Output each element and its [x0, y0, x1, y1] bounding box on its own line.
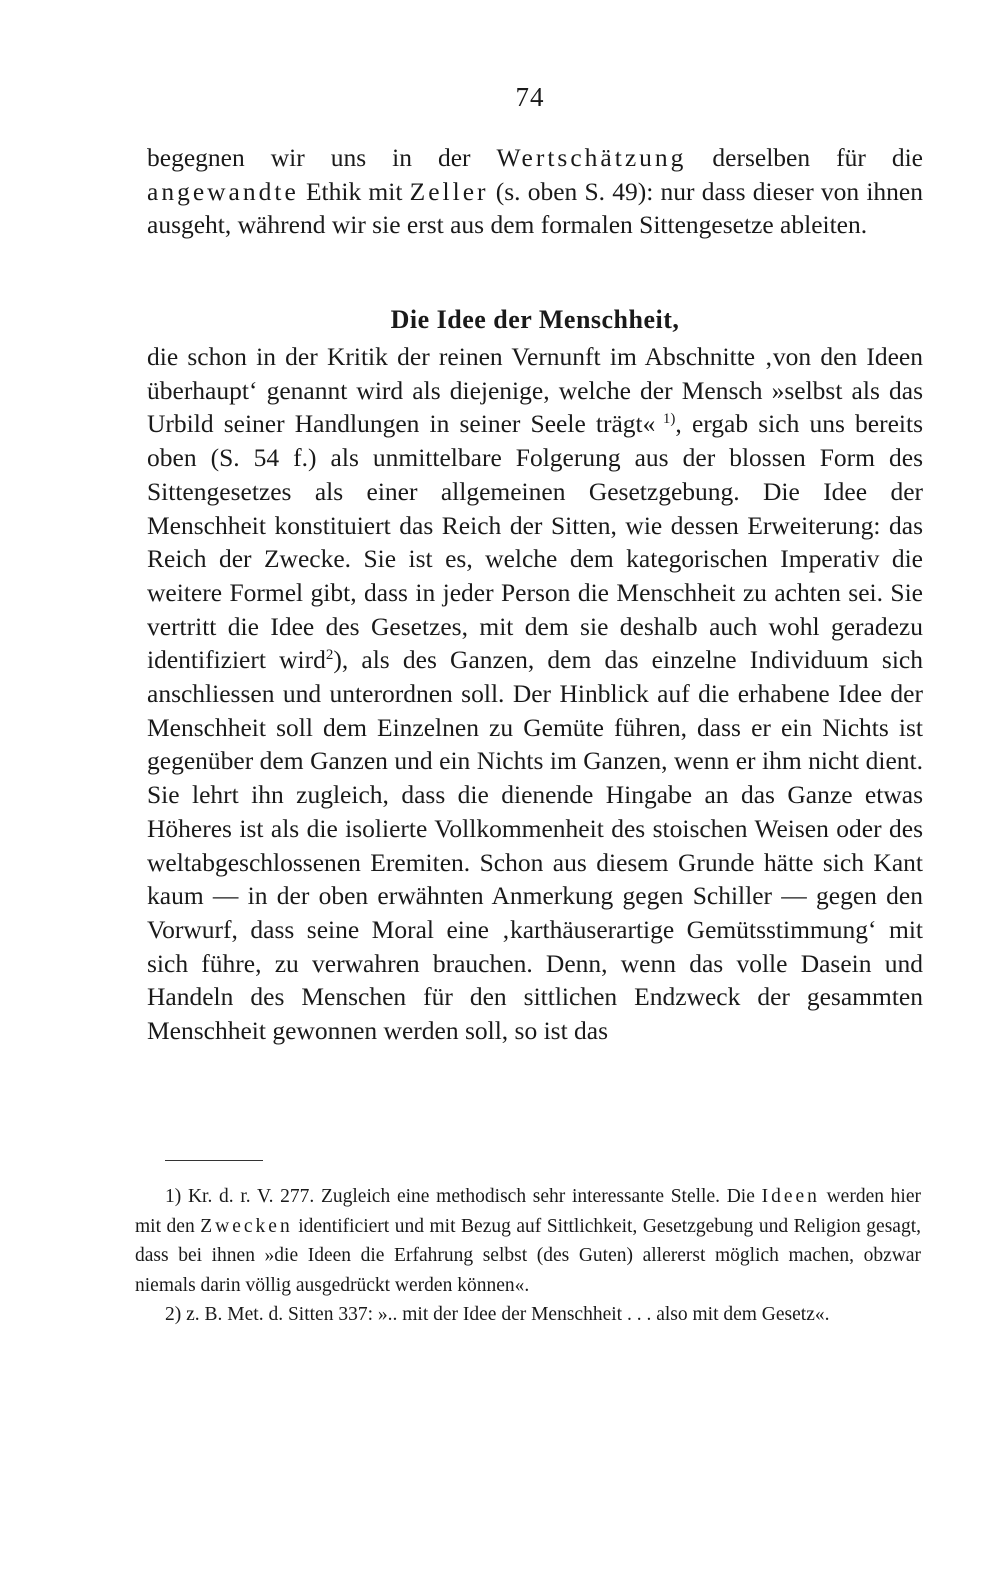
- paragraph-text: begegnen wir uns in der: [147, 143, 497, 172]
- footnote-ref-1: 1): [662, 411, 676, 428]
- paragraph-text: (s. oben S. 49): nur dass dieser von ihnen ausgeht, während wir sie erst aus dem formalen Sittengesetze ableiten.: [147, 176, 923, 240]
- paragraph-text: derselben für die: [686, 143, 923, 172]
- paragraph-text: ), als des Ganzen, dem das einzelne Individuum sich anschliessen und unterordnen soll. Der Hinblick auf die erhabene Idee der Menschheit soll dem Einzelnen zu Gemüte führen, dass er ein Nichts ist gegenüber dem Ganzen und ein Nichts im Ganzen, wenn er ihm nicht dient. Sie lehrt ihn zugleich, dass die dienende Hingabe an das Ganze etwas Höheres ist als die isolierte Vollkommenheit des stoischen Weisen oder des weltabgeschlossenen Eremiten. Schon aus diesem Grunde hätte sich Kant kaum — in der oben erwähnten Anmerkung gegen Schiller — gegen den Vorwurf, dass seine Moral eine ‚karthäuserartige Gemütsstimmung‘ mit sich führe, zu verwahren brauchen. Denn, wenn das volle Dasein und Handeln des Menschen für den sittlichen Endzweck der gesammten Menschheit gewonnen werden soll, so ist das: [147, 645, 923, 1046]
- page-number: 74: [515, 82, 545, 112]
- footnote-2: 2) z. B. Met. d. Sitten 337: ».. mit der Idee der Menschheit . . . also mit dem Gesetz«.: [165, 1304, 830, 1325]
- footnote-ref-2: 2: [325, 647, 334, 664]
- footnote-1: 1) Kr. d. r. V. 277. Zugleich eine methodisch sehr interessante Stelle. Die Ideen werden hier mit den Zwecken identificiert und mit Bezug auf Sittlichkeit, Gesetzgebung und Religion gesagt, dass bei ihnen »die Ideen die Erfahrung selbst (des Guten) allererst möglich machen, obzwar niemals darin völlig ausgedrückt werden können«.: [135, 1186, 922, 1296]
- footnote-divider: [165, 1160, 263, 1161]
- paragraph-text: die schon in der Kritik der reinen Vernunft im Abschnitte ‚von den Ideen überhaupt‘ genannt wird als diejenige, welche der Mensch »selbst als das Urbild seiner Handlungen in seiner Seele trägt«: [147, 342, 923, 439]
- spaced-name: Zeller: [409, 176, 489, 206]
- section-heading: Die Idee der Menschheit,: [390, 305, 680, 334]
- paragraph-main: [147, 340, 923, 1048]
- spaced-term: Ideen: [761, 1186, 820, 1207]
- spaced-term: Wertschätzung: [496, 143, 687, 172]
- paragraph-continuation: [147, 141, 923, 242]
- spaced-term: Zwecken: [200, 1215, 293, 1237]
- paragraph-text: , ergab sich uns bereits oben (S. 54 f.) als unmittelbare Folgerung aus der blossen Form des Sittengesetzes als einer allgemeinen Gesetzgebung. Die Idee der Menschheit konstituiert das Reich der Sitten, wie dessen Erweiterung: das Reich der Zwecke. Sie ist es, welche dem kategorischen Imperativ die weitere Formel gibt, dass in jeder Person die Menschheit zu achten sei. Sie vertritt die Idee des Gesetzes, mit dem sie deshalb auch wohl geradezu identifiziert wird: [147, 409, 924, 675]
- spaced-term: angewandte: [147, 176, 299, 206]
- footnotes: [135, 1182, 921, 1330]
- paragraph-text: Ethik mit: [298, 176, 410, 206]
